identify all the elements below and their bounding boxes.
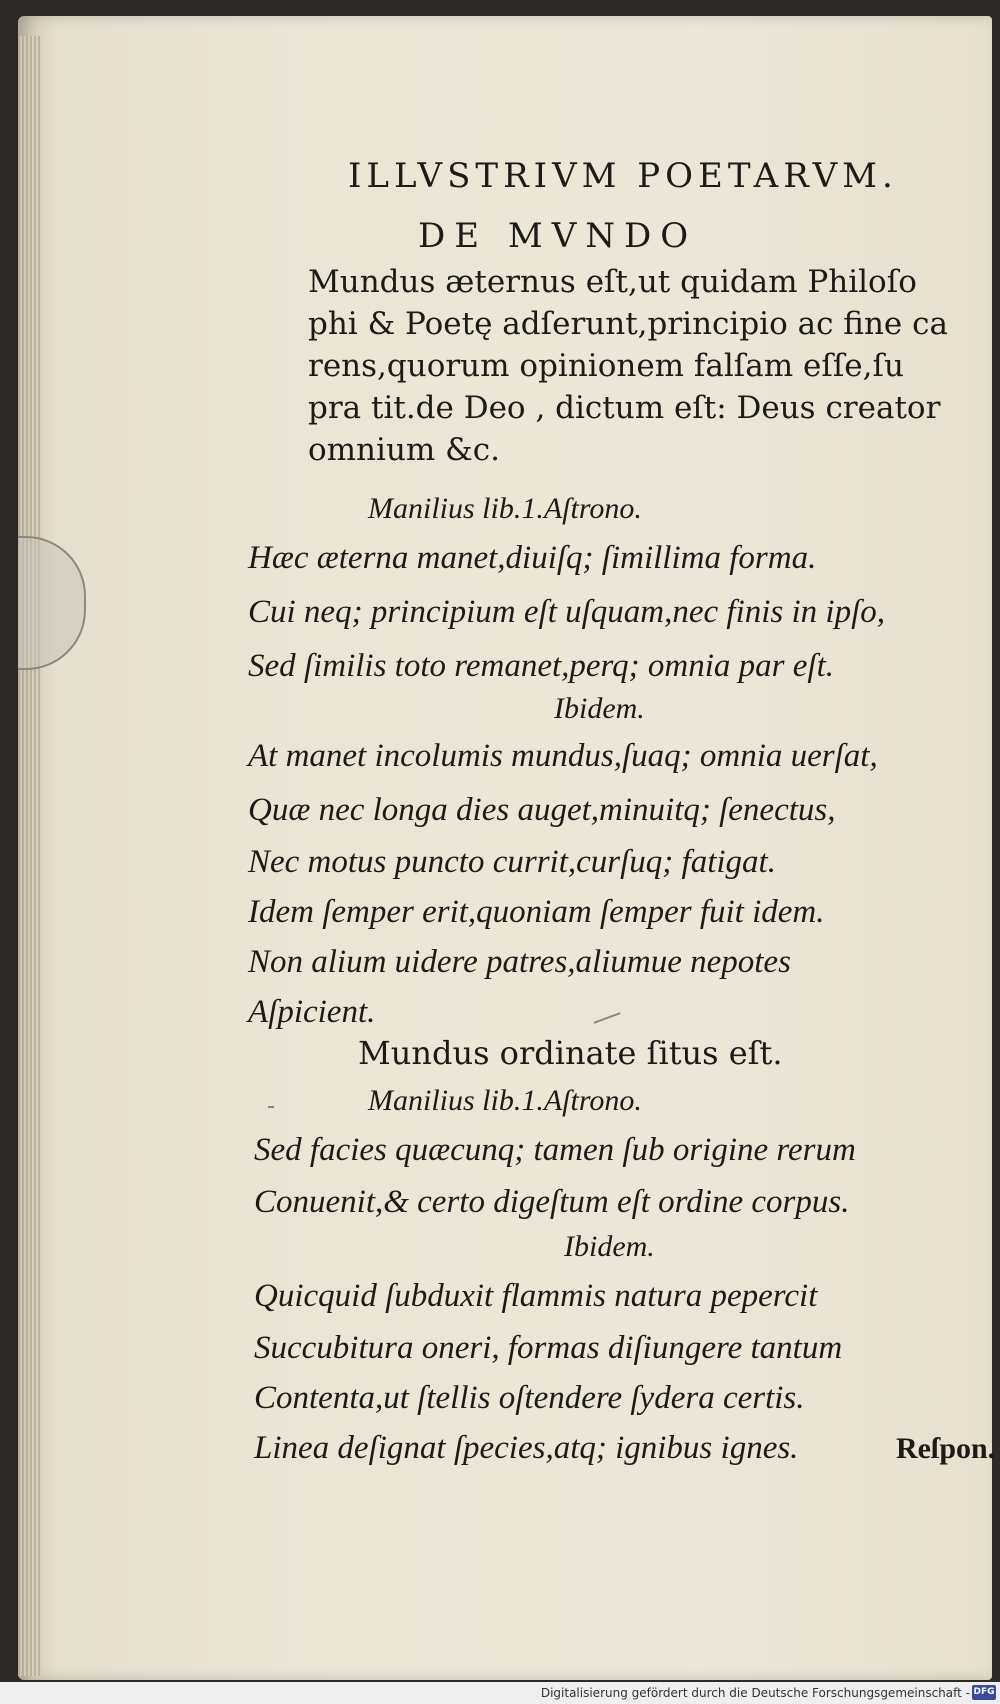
ink-mark: [594, 1012, 621, 1023]
verse-line: Nec motus puncto currit,curſuq; fatigat.: [248, 844, 776, 880]
source-citation: Ibidem.: [564, 1230, 655, 1263]
verse-line: Hæc æterna manet,diuiſq; ſimillima forma.: [248, 540, 817, 576]
source-citation: Ibidem.: [554, 692, 645, 725]
verse-line: Cui neq; principium eſt uſquam,nec finis in ipſo,: [248, 594, 886, 630]
verse-line: Quæ nec longa dies auget,minuitq; ſenectus,: [248, 792, 836, 828]
prose-line: omnium &c.: [308, 432, 500, 468]
source-citation: Manilius lib.1.Aſtrono.: [368, 492, 642, 525]
source-citation: Manilius lib.1.Aſtrono.: [368, 1084, 642, 1117]
dfg-logo: DFG: [972, 1685, 996, 1700]
page-edges: [18, 36, 42, 1676]
prose-line: rens,quorum opinionem falſam eſſe,ſu: [308, 348, 904, 384]
verse-line: Linea deſignat ſpecies,atq; ignibus ignes.: [254, 1430, 799, 1466]
prose-line: phi & Poetę adſerunt,principio ac fine ca: [308, 306, 948, 342]
verse-line: At manet incolumis mundus,ſuaq; omnia uerſat,: [248, 738, 878, 774]
running-title: ILLVSTRIVM POETARVM.: [348, 156, 898, 196]
verse-line: Sed ſimilis toto remanet,perq; omnia par eſt.: [248, 648, 834, 684]
section-heading: Mundus ordinate ſitus eſt.: [358, 1034, 783, 1072]
verse-line: Sed facies quæcunq; tamen ſub origine rerum: [254, 1132, 856, 1168]
page-clip: [18, 536, 86, 670]
verse-line: Idem ſemper erit,quoniam ſemper fuit idem.: [248, 894, 825, 930]
verse-line: Quicquid ſubduxit flammis natura pepercit: [254, 1278, 818, 1314]
book-page: [18, 16, 996, 1680]
digitization-footer: [0, 1682, 1000, 1704]
prose-line: Mundus æternus eſt,ut quidam Philoſo: [308, 264, 917, 300]
catchword: Reſpon.: [896, 1432, 996, 1465]
prose-line: pra tit.de Deo , dictum eſt: Deus creator: [308, 390, 941, 426]
verse-line: Aſpicient.: [248, 994, 376, 1030]
verse-line: Succubitura oneri, formas diſiungere tantum: [254, 1330, 843, 1366]
footer-label: Digitalisierung gefördert durch die Deutsche Forschungsgemeinschaft -: [540, 1686, 970, 1700]
ink-mark: [268, 1106, 274, 1108]
verse-line: Conuenit,& certo digeſtum eſt ordine corpus.: [254, 1184, 850, 1220]
section-title: DE MVNDO: [418, 216, 698, 256]
verse-line: Non alium uidere patres,aliumue nepotes: [248, 944, 791, 980]
verse-line: Contenta,ut ſtellis oſtendere ſydera certis.: [254, 1380, 805, 1416]
